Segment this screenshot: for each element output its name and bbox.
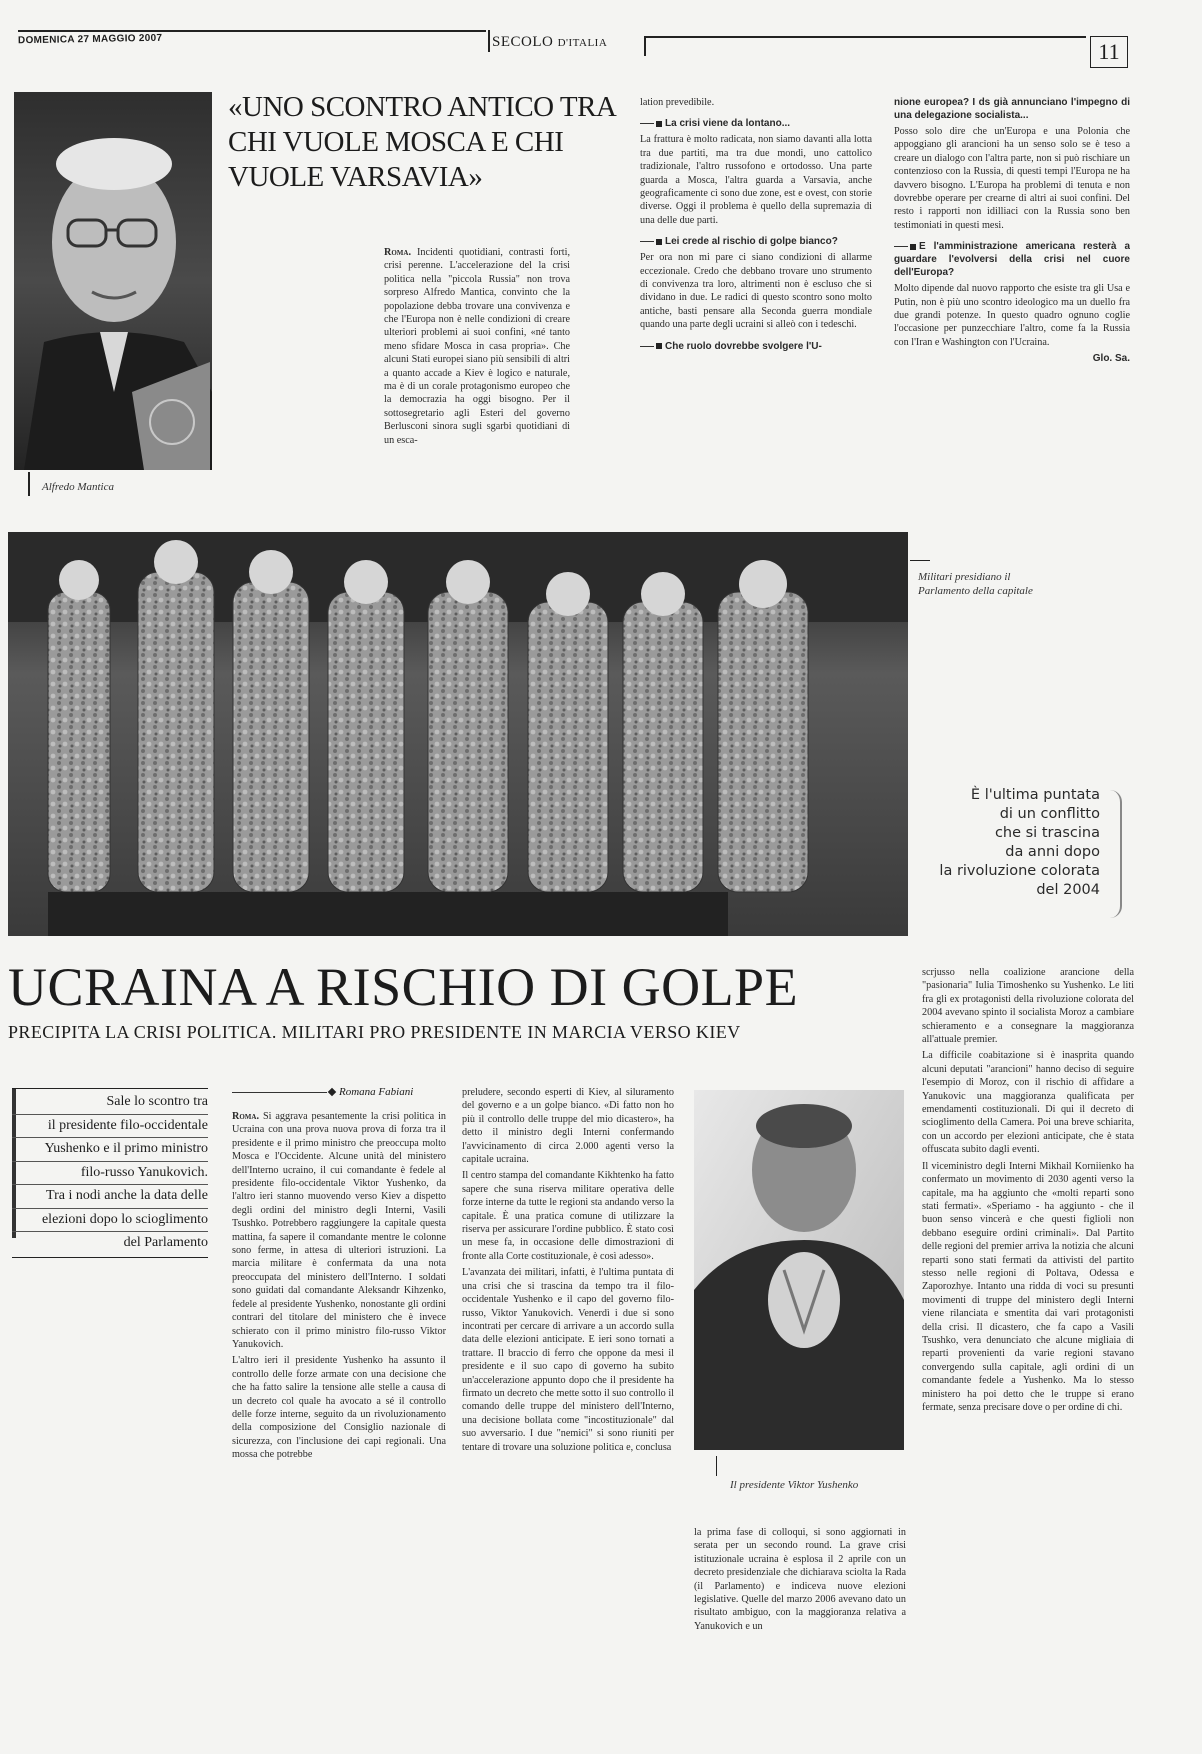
pull-quote-line: È l'ultima puntata xyxy=(970,787,1100,803)
interview-column-3 xyxy=(894,96,1130,506)
masthead-tick-right xyxy=(644,36,646,56)
article-dateline: Roma. xyxy=(232,1111,260,1122)
question-text: Che ruolo dovrebbe svolgere l'U- xyxy=(665,340,822,352)
question-text: Lei crede al rischio di golpe bianco? xyxy=(665,236,838,248)
summary-line: Yushenko e il primo ministro xyxy=(12,1138,208,1162)
article-col4-paragraph: La difficile coabitazione si è inasprita quando alcuni deputati "arancioni" hanno deciso di seguire l'esempio di Moroz, con il rischio di affidare a Yanukovic una maggioranza qualificata per emendamenti costituzionali. Di qui il decreto di scioglimento della Camera. Poi una breve schiarita, con un accordo per elezioni anticipate, che è stata offuscata subito dagli eventi. xyxy=(922,1050,1134,1156)
mantica-portrait-photo xyxy=(14,92,212,470)
article-col4-paragraph: Il viceministro degli Interni Mikhail Korniienko ha confermato un movimento di 2030 agenti verso la capitale, ma ha aggiunto che «molti reparti sono stati fermati». «Speriamo - ha aggiunto - che il buon senso vincerà e che questi figlioli non debbano eseguire ordini criminali». Dal Partito delle regioni del premier arriva la notizia che alcuni reparti sono stati fermati da attivisti del partito stesso nelle regioni di Poltava, Odessa e Zaporozhye. Intanto una ridda di voci su presunti movimenti di truppe del ministero degli Interni viene rilanciata e smentita dai vari protagonisti della crisi. Il dicastero, che fa capo a Vasili Tsushko, vera denunciato che alcune migliaia di reparti provenienti da varie regioni stavano convergendo sulla capitale, agli ordini di un comandante fedele a Yushenko. Ma lo stesso ministero ha poi detto che le truppe si erano fermate, senza precisare dove o per ordine di chi. xyxy=(922,1160,1134,1413)
paper-name-small: D'ITALIA xyxy=(557,37,608,49)
summary-box xyxy=(12,1088,208,1258)
summary-line: del Parlamento xyxy=(123,1235,208,1250)
question-text: La crisi viene da lontano... xyxy=(665,118,791,130)
soldiers-photo xyxy=(8,532,908,936)
masthead-tick-left xyxy=(488,30,490,52)
pull-quote-brace xyxy=(1108,790,1122,918)
soldiers-illustration xyxy=(8,532,908,936)
paper-name: SECOLO xyxy=(492,34,554,50)
portrait-illustration xyxy=(14,92,212,470)
pull-quote-line: del 2004 xyxy=(1036,882,1100,898)
article-column-3 xyxy=(694,1526,906,1706)
interview-question xyxy=(640,340,872,353)
interview-col2-lead: lation prevedibile. xyxy=(640,97,715,108)
summary-line: Tra i nodi anche la data delle xyxy=(12,1185,208,1209)
portrait-caption: Alfredo Mantica xyxy=(42,481,114,493)
soldiers-photo-caption: Militari presidiano il Parlamento della capitale xyxy=(918,571,1033,597)
pull-quote-line: da anni dopo xyxy=(1005,844,1100,860)
interview-answer: La frattura è molto radicata, non siamo davanti alla lotta tra due partiti, ma tra due mondi, uno cattolico tradizionale, l'altro russofono e ortodosso. Una parte guarda a Mosca, l'altra guarda a Varsavia, anche geograficamente ci sono due zone, est e ovest, con storie diverse. Oggi il problema è quello della supremazia di una delle due parti. xyxy=(640,134,872,226)
interview-answer: Posso solo dire che un'Europa e una Polonia che appoggiano gli arancioni ha un senso solo se è teso a creare un dialogo con l'altra parte, non si può rischiare un contenzioso con la Russia, di questi tempi l'Europa ne ha davvero bisogno. L'Europa ha problemi di tenuta e non dovrebbe operare per crearne di altri ai suoi confini. Del resto i rapporti non idilliaci con la Russia sono ben testimoniati in questi mesi. xyxy=(894,126,1130,231)
masthead-date: DOMENICA 27 MAGGIO 2007 xyxy=(17,32,163,47)
article-col2-paragraph: preludere, secondo esperti di Kiev, al siluramento del governo e a un golpe bianco. «Di fatto non ho più il controllo delle truppe del mio dicastero», ha detto il ministro degli Interni confermando l'avvicinamento di circa 2.000 agenti verso la capitale ucraina. xyxy=(462,1087,674,1166)
interview-answer: Molto dipende dal nuovo rapporto che esiste tra gli Usa e Putin, non è più uno scontro ideologico ma un duello fra due grandi potenze. In questo quadro ognuno coglie l'occasione per punzecchiare l'altro, come fa la Russia con l'Iran e Washington con l'Ucraina. xyxy=(894,283,1130,348)
page-number: 11 xyxy=(1090,36,1128,68)
article-col2-paragraph: L'avanzata dei militari, infatti, è l'ultima puntata di una crisi che si trascina da tempo tra il filo-occidentale Yushenko e il capo del governo filo-russo, Viktor Yanukovich. Venerdì i due si sono incontrati per cercare di arrivare a un accordo sulla data delle elezioni anticipate. E ieri sono tornati a trattare. Il braccio di ferro che oppone da mesi il presidente e il suo capo di governo ha subito un'accelerazione appunto dopo che il presidente ha firmato un decreto che mette sotto il suo controllo il comando delle truppe del ministero dell'Interno, una decisione bollata come "incostituzionale" dal suo avversario. I due "nemici" si sono riuniti per tentare di trovare una soluzione politica e, conclusa xyxy=(462,1267,674,1453)
article-col4-paragraph: scrjusso nella coalizione arancione della "pasionaria" Iulia Timoshenko su Yushenko. Le liti fra gli ex protagonisti della rivoluzione colorata del 2004 avevano spinto il socialista Moroz a cambiare schieramento e a consegnare la maggioranza all'attuale premier. xyxy=(922,967,1134,1046)
interview-question xyxy=(640,235,872,248)
interview-dateline: Roma. xyxy=(384,247,412,258)
main-subheadline: PRECIPITA LA CRISI POLITICA. MILITARI PRO PRESIDENTE IN MARCIA VERSO KIEV xyxy=(8,1022,741,1042)
interview-question xyxy=(640,117,872,130)
summary-line: elezioni dopo lo scioglimento xyxy=(12,1209,208,1233)
question-text: E l'amministrazione americana resterà a guardare l'evolversi della crisi nel cuore dell'Europa? xyxy=(894,241,1130,279)
article-column-1 xyxy=(232,1110,446,1710)
article-col1-paragraph xyxy=(232,1110,446,1351)
interview-question xyxy=(894,240,1130,279)
yushenko-illustration xyxy=(694,1090,904,1450)
article-col1-text: Si aggrava pesantemente la crisi politica in Ucraina con una prova nuova prova di forza tra il presidente e il primo ministro che preoccupa molto Mosca e l'Occidente. Alcune unità del ministero dell'Interno ucraino, il cui comandante è fedele al presidente filo-occidentale Viktor Yushenko, da l'altro ieri stanno muovendo verso Kiev a dispetto degli ordini del ministro degli Interni, Vasili Tsushko. Potrebbero raggiungere la capitale questa mattina, fa sapere il comandante mentre le colonne sono ferme, in attesa di ulteriori istruzioni. La marcia militare è confermata da una nota preoccupata del ministero dell'Interno. I soldati sono guidati dal comandante Aleksandr Kihzenko, fedele al presidente Yushenko, nonostante gli ordini contrari del titolare del ministero che è invece schierato con il primo ministro filo-russo Viktor Yanukovich. xyxy=(232,1111,446,1350)
summary-line: il presidente filo-occidentale xyxy=(12,1115,208,1139)
summary-line: filo-russo Yanukovich. xyxy=(12,1162,208,1186)
pull-quote-line: la rivoluzione colorata xyxy=(939,863,1100,879)
pull-quote xyxy=(900,786,1100,900)
soldiers-caption-rule xyxy=(910,560,930,561)
pull-quote-line: di un conflitto xyxy=(999,806,1100,822)
byline-author: Romana Fabiani xyxy=(339,1086,414,1098)
article-col1-paragraph-2: L'altro ieri il presidente Yushenko ha assunto il controllo delle forze armate con una decisione che che ha fatto salire la tensione alle stelle a causa di un decreto col quale ha avocato a sé il controllo delle forze interne, seguito da un rivoluzionamento della composizione del Consiglio nazionale di sicurezza, con l'inclusione dei capi regionali. Una mossa che potrebbe xyxy=(232,1355,446,1461)
portrait-caption-tick xyxy=(28,472,30,496)
byline xyxy=(232,1086,413,1098)
summary-line: Sale lo scontro tra xyxy=(12,1091,208,1115)
yushenko-caption-tick xyxy=(716,1456,717,1476)
masthead-rule-right xyxy=(646,36,1086,38)
yushenko-photo-caption: Il presidente Viktor Yushenko xyxy=(730,1479,859,1491)
masthead-paper-name xyxy=(492,34,607,51)
article-column-2 xyxy=(462,1086,674,1710)
pull-quote-line: che si trascina xyxy=(994,825,1100,841)
interview-question-continued: nione europea? I ds già annunciano l'impegno di una delegazione socialista... xyxy=(894,97,1130,121)
interview-column-2 xyxy=(640,96,872,506)
main-headline: UCRAINA A RISCHIO DI GOLPE xyxy=(8,957,799,1017)
interview-headline: «UNO SCONTRO ANTICO TRA CHI VUOLE MOSCA E CHI VUOLE VARSAVIA» xyxy=(228,91,615,193)
interview-col1-paragraph xyxy=(384,246,570,447)
interview-col1-text: Incidenti quotidiani, contrasti forti, crisi perenne. L'accelerazione del la crisi politica nella "piccola Russia" non trova sorpreso Alfredo Mantica, convinto che la popolazione debba trovare una convivenza e che l'Europa non è nelle condizioni di creare ulteriori problemi ai suoi confini, «né tanto meno sfidare Mosca in casa propria». Che alcuni Stati europei siano più sensibili di altri a quanto accade a Kiev è logico e naturale, ma è di un corale protagonismo europeo che la democrazia ha oggi bisogno. Per il sottosegretario agli Esteri del governo Berlusconi sinora sugli sgarbi quotidiani di un esca- xyxy=(384,247,570,446)
masthead-rule-left xyxy=(18,30,486,32)
interview-column-1 xyxy=(384,246,570,504)
article-column-4 xyxy=(922,966,1134,1710)
article-col2-paragraph: Il centro stampa del comandante Kikhtenko ha fatto sapere che suna riserva militare operativa delle forze interne da tutte le regioni sta andando verso la capitale. È una pratica comune di utilizzare la riserva per assicurare l'ordine pubblico. È stato così un mese fa, in occasione delle dimostrazioni di fronte alla Corte costituzionale, è così adesso». xyxy=(462,1170,674,1262)
yushenko-photo xyxy=(694,1090,904,1450)
article-col3-paragraph: la prima fase di colloqui, si sono aggiornati in serata per un secondo round. La grave crisi istituzionale ucraina è esplosa il 2 aprile con un decreto presidenziale che dichiarava sciolta la Rada (il Parlamento) e indiceva nuove elezioni legislative. Quelle del marzo 2006 avevano dato un risultato ambiguo, con la maggioranza relativa a Yanukovich e un xyxy=(694,1527,906,1632)
interview-signature: Glo. Sa. xyxy=(1092,353,1130,365)
interview-answer: Per ora non mi pare ci siano condizioni di allarme eccezionale. Credo che debbano trovare uno strumento di convivenza tra loro, altrimenti non è escluso che si dividano in due. Le radici di questo scontro sono molto antiche, basti pensare alla Seconda guerra mondiale quando una parte degli ucraini si alleò con i tedeschi. xyxy=(640,252,872,331)
